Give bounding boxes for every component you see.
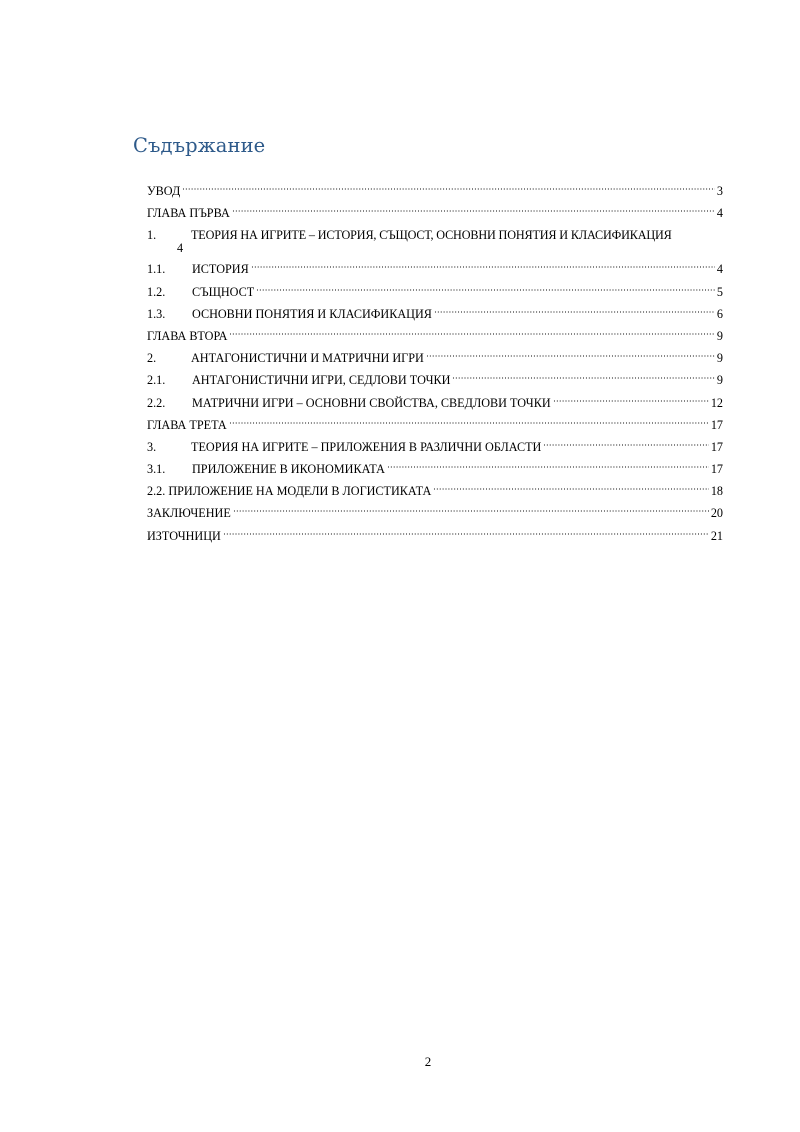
toc-entry-section-2-2[interactable] xyxy=(147,392,723,414)
toc-entry-page: 9 xyxy=(716,373,723,388)
toc-entry-page: 17 xyxy=(710,439,723,454)
page-number: 2 xyxy=(424,1054,432,1069)
toc-entry-number: 1.2. xyxy=(147,284,166,299)
toc-entry-page: 6 xyxy=(716,306,723,321)
toc-dot-leader xyxy=(232,208,715,214)
toc-dot-leader xyxy=(543,442,708,448)
toc-entry-section-3[interactable] xyxy=(147,436,723,458)
toc-dot-leader xyxy=(387,464,709,470)
toc-entry-title: ИЗТОЧНИЦИ xyxy=(147,528,221,543)
toc-entry-number: 1.3. xyxy=(147,306,166,321)
toc-entry-section-1[interactable] xyxy=(147,224,723,258)
toc-dot-leader xyxy=(553,398,709,404)
toc-dot-leader xyxy=(223,531,709,537)
toc-entry-title: ГЛАВА ПЪРВА xyxy=(147,206,230,221)
toc-entry-title: ЗАКЛЮЧЕНИЕ xyxy=(147,506,231,521)
toc-dot-leader xyxy=(251,264,715,270)
toc-entry-page: 17 xyxy=(710,462,723,477)
toc-entry-number: 1. xyxy=(147,228,157,243)
toc-entry-title: ПРИЛОЖЕНИЕ В ИКОНОМИКАТА xyxy=(192,462,385,477)
toc-entry-title: ГЛАВА ВТОРА xyxy=(147,328,228,343)
toc-entry-page: 3 xyxy=(716,184,723,198)
toc-entry-title: ИСТОРИЯ xyxy=(192,262,249,277)
toc-dot-leader xyxy=(452,375,714,381)
toc-entry-page: 9 xyxy=(716,328,723,343)
toc-dot-leader xyxy=(256,287,715,293)
toc-entry-section-3-1[interactable] xyxy=(147,458,723,480)
table-of-contents xyxy=(147,180,723,547)
toc-entry-chapter-one[interactable] xyxy=(147,202,723,224)
toc-entry-title: 2.2. ПРИЛОЖЕНИЕ НА МОДЕЛИ В ЛОГИСТИКАТА xyxy=(147,484,432,499)
toc-entry-number: 3. xyxy=(147,439,157,454)
toc-entry-page: 12 xyxy=(710,395,723,410)
toc-entry-section-2[interactable] xyxy=(147,347,723,369)
toc-entry-sources[interactable] xyxy=(147,525,723,547)
toc-entry-number: 1.1. xyxy=(147,262,166,277)
toc-entry-page: 18 xyxy=(710,484,723,499)
toc-entry-title: УВОД xyxy=(147,184,181,198)
toc-entry-page: 9 xyxy=(716,351,723,366)
toc-entry-page: 17 xyxy=(710,417,723,432)
toc-dot-leader xyxy=(229,331,714,337)
toc-entry-title: ТЕОРИЯ НА ИГРИТЕ – ИСТОРИЯ, СЪЩОСТ, ОСНОВНИ ПОНЯТИЯ И КЛАСИФИКАЦИЯ xyxy=(191,228,672,243)
toc-entry-number: 2.1. xyxy=(147,373,166,388)
toc-entry-page: 21 xyxy=(710,528,723,543)
toc-dot-leader xyxy=(426,353,715,359)
toc-entry-chapter-two[interactable] xyxy=(147,325,723,347)
toc-entry-number: 2.2. xyxy=(147,395,166,410)
toc-entry-page: 4 xyxy=(177,241,184,256)
toc-entry-section-1-1[interactable] xyxy=(147,258,723,280)
toc-entry-page: 20 xyxy=(710,506,723,521)
toc-entry-title: СЪЩНОСТ xyxy=(192,284,255,299)
toc-entry-title: ОСНОВНИ ПОНЯТИЯ И КЛАСИФИКАЦИЯ xyxy=(192,306,432,321)
toc-entry-title: ТЕОРИЯ НА ИГРИТЕ – ПРИЛОЖЕНИЯ В РАЗЛИЧНИ ОБЛАСТИ xyxy=(191,439,542,454)
toc-entry-page: 4 xyxy=(716,262,723,277)
toc-dot-leader xyxy=(433,486,709,492)
toc-dot-leader xyxy=(229,420,709,426)
toc-entry-page: 5 xyxy=(716,284,723,299)
toc-entry-title: АНТАГОНИСТИЧНИ И МАТРИЧНИ ИГРИ xyxy=(191,351,424,366)
toc-entry-logistics-models[interactable] xyxy=(147,480,723,502)
toc-entry-title: ГЛАВА ТРЕТА xyxy=(147,417,227,432)
toc-entry-chapter-three[interactable] xyxy=(147,414,723,436)
toc-heading: Съдържание xyxy=(133,134,266,157)
toc-entry-section-1-3[interactable] xyxy=(147,303,723,325)
toc-entry-title: МАТРИЧНИ ИГРИ – ОСНОВНИ СВОЙСТВА, СВЕДЛОВИ ТОЧКИ xyxy=(192,395,551,410)
toc-entry-conclusion[interactable] xyxy=(147,502,723,524)
toc-entry-number: 3.1. xyxy=(147,462,166,477)
toc-entry-number: 2. xyxy=(147,351,157,366)
toc-dot-leader xyxy=(182,186,715,192)
toc-entry-intro[interactable] xyxy=(147,180,723,202)
toc-dot-leader xyxy=(434,309,715,315)
toc-entry-section-1-2[interactable] xyxy=(147,281,723,303)
toc-entry-page: 4 xyxy=(716,206,723,221)
toc-entry-section-2-1[interactable] xyxy=(147,369,723,391)
toc-entry-title: АНТАГОНИСТИЧНИ ИГРИ, СЕДЛОВИ ТОЧКИ xyxy=(192,373,451,388)
toc-dot-leader xyxy=(233,508,709,514)
